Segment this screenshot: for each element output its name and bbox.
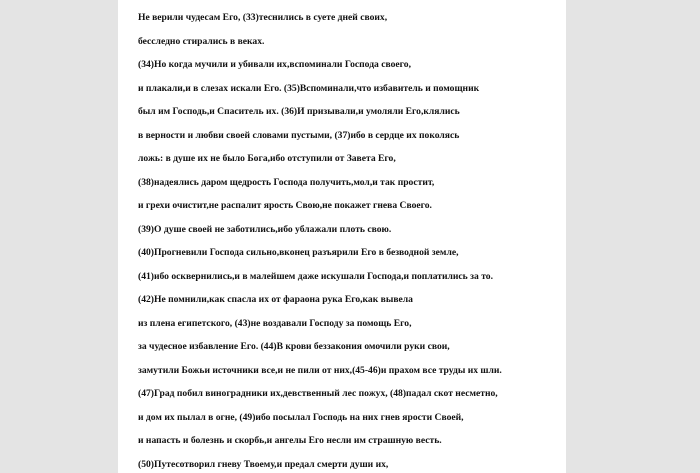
text-line: (34)Но когда мучили и убивали их,вспоминали Господа своего, (138, 59, 411, 70)
text-line: и напасть и болезнь и скорбь,и ангелы Его несли им страшную весть. (138, 435, 442, 446)
text-line: в верности и любви своей словами пустыми, (37)ибо в сердце их поколясь (138, 129, 460, 141)
text-line: и грехи очистит,не распалит ярость Свою,не покажет гнева Своего. (138, 200, 432, 211)
text-line: и плакали,и в слезах искали Его. (35)Вспоминали,что избавитель и помощник (138, 82, 480, 94)
text-line: замутили Божьи источники все,и не пили от них,(45-46)и прахом все труды их шли. (138, 364, 502, 376)
text-line: (50)Путесотворил гневу Твоему,и предал смерти души их, (138, 458, 389, 470)
text-line: (47)Град побил виноградники их,девственный лес пожух, (48)падал скот несметно, (138, 388, 498, 399)
document-page (118, 0, 566, 473)
text-line: (40)Прогневили Господа сильно,вконец разъярили Его в безводной земле, (138, 247, 459, 258)
text-line: Не верили чудесам Его, (33)теснились в суете дней своих, (138, 12, 388, 23)
text-line: (39)О душе своей не заботились,ибо ублажали плоть свою. (138, 223, 392, 235)
text-line: и дом их пылал в огне, (49)ибо посылал Господь на них гнев ярости Своей, (138, 411, 464, 423)
text-block (138, 6, 563, 473)
text-line: (38)надеялись даром щедрость Господа получить,мол,и так простит, (138, 176, 435, 188)
text-line: ложь: в душе их не было Бога,ибо отступили от Завета Его, (138, 153, 396, 164)
text-line: (41)ибо осквернились,и в малейшем даже искушали Господа,и поплатились за то. (138, 270, 493, 282)
text-line: из плена египетского, (43)не воздавали Господу за помощь Его, (138, 317, 412, 329)
text-line: был им Господь,и Спаситель их. (36)И призывали,и умоляли Его,клялись (138, 106, 460, 117)
text-line: бесследно стирались в веках. (138, 35, 265, 47)
text-line: за чудесное избавление Его. (44)В крови беззакония омочили руки свои, (138, 341, 450, 352)
text-line: (42)Не помнили,как спасла их от фараона рука Его,как вывела (138, 294, 413, 305)
